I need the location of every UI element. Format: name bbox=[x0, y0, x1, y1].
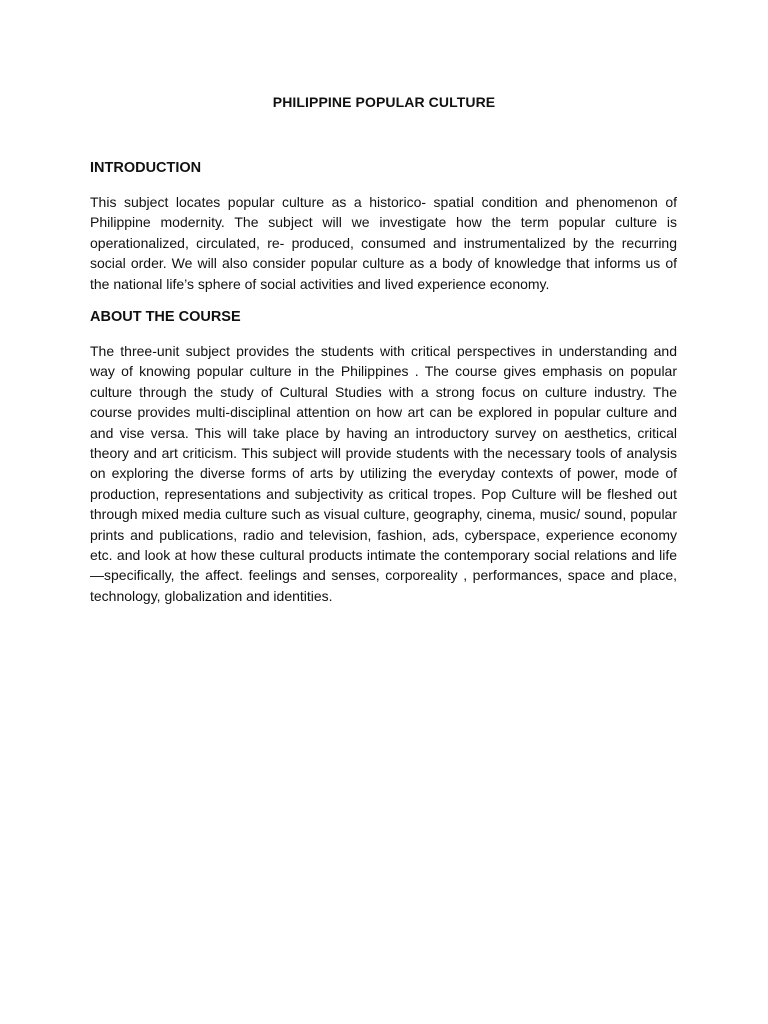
section-body-introduction: This subject locates popular culture as a historico- spatial condition and phenomenon of Philippine modernity. The subject will we investigate how the term popular culture is operationalized, circulated, re- produced, consumed and instrumentalized by the recurring social order. We will also consider popular culture as a body of knowledge that informs us of the national life’s sphere of social activities and lived experience economy. bbox=[90, 194, 677, 292]
section-body-about-the-course: The three-unit subject provides the students with critical perspectives in understanding and way of knowing popular culture in the Philippines . The course gives emphasis on popular culture through the study of Cultural Studies with a strong focus on culture industry. The course provides multi-disciplinal attention on how art can be explored in popular culture and and vise versa. This will take place by having an introductory survey on aesthetics, critical theory and art criticism. This subject will provide students with the necessary tools of analysis on exploring the diverse forms of arts by utilizing the everyday contexts of power, mode of production, representations and subjectivity as critical tropes. Pop Culture will be fleshed out through mixed media culture such as visual culture, geography, cinema, music/ sound, popular prints and publications, radio and television, fashion, ads, cyberspace, experience economy etc. and look at how these cultural products intimate the contemporary social relations and life—specifically, the affect. feelings and senses, corporeality , performances, space and place, technology, globalization and identities. bbox=[90, 343, 677, 604]
document-title: PHILIPPINE POPULAR CULTURE bbox=[272, 94, 496, 110]
section-heading-introduction: INTRODUCTION bbox=[90, 160, 202, 176]
section-heading-about-the-course: ABOUT THE COURSE bbox=[90, 309, 241, 325]
